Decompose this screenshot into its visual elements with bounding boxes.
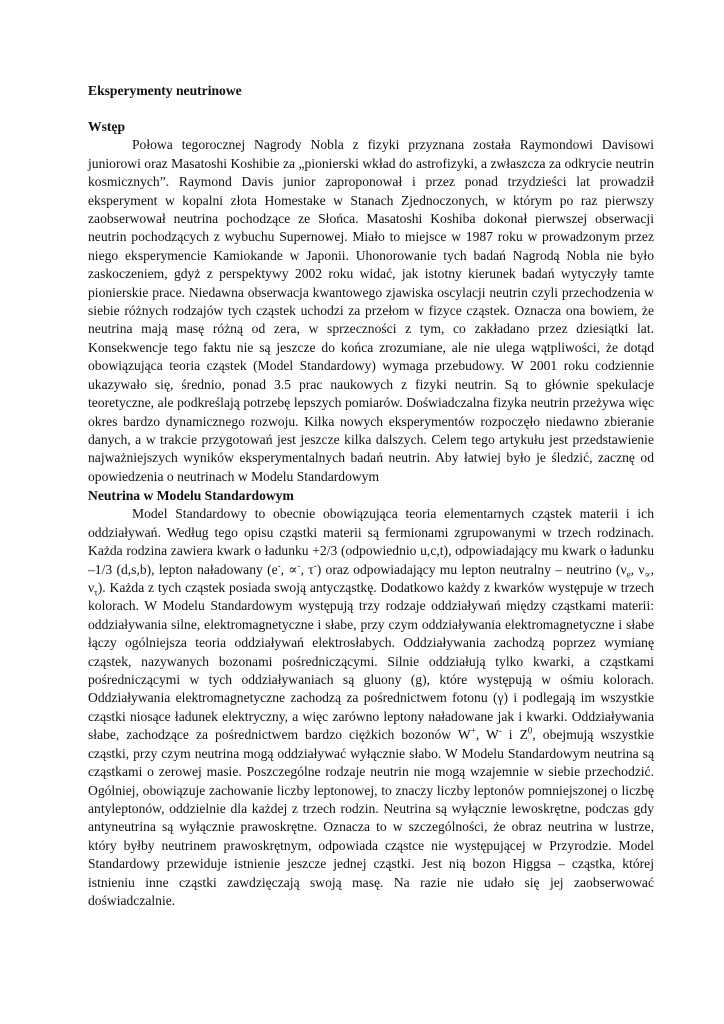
subscript: e: [626, 569, 631, 580]
text-run: , ∝: [280, 561, 298, 577]
superscript: 0: [527, 725, 533, 736]
section-heading: Neutrina w Modelu Standardowym: [88, 488, 294, 503]
superscript: -: [277, 560, 281, 571]
section-paragraph: Połowa tegorocznej Nagrody Nobla z fizyki przyznana została Raymondowi Davisowi juniorowi oraz Masatoshi Koshibie za „pionierski wkład do astrofizyki, a zwłaszcza za odkrycie neutrin kosmicznych”. Raymond Davis junior zaproponował i przez ponad trzydzieści lat prowadził eksperyment w kopalni złota Homestake w Stanach Zjednoczonych, w którym po raz pierwszy zaobserwował neutrina pochodzące ze Słońca. Masatoshi Koshiba dokonał pierwszej obserwacji neutrin pochodzących z wybuchu Supernowej. Miało to miejsce w 1987 roku w prowadzonym przez niego eksperymencie Kamiokande w Japonii. Uhonorowanie tych badań Nagrodą Nobla nie było zaskoczeniem, gdyż z perspektywy 2002 roku widać, jak istotny kierunek badań wytyczyły tamte pionierskie prace. Niedawna obserwacja kwantowego zjawiska oscylacji neutrin czyli przechodzenia w siebie różnych rodzajów tych cząstek uchodzi za przełom w fizyce cząstek. Oznacza ona bowiem, że neutrina mają masę różną od zera, w sprzeczności z tym, co zakładano przez dziesiątki lat. Konsekwencje tego faktu nie są jeszcze do końca zrozumiane, ale nie ulega wątpliwości, że dotąd obowiązująca teoria cząstek (Model Standardowy) wymaga przebudowy. W 2001 roku codziennie ukazywało się, średnio, ponad 3.5 prac naukowych z fizyki neutrin. Są to głównie spekulacje teoretyczne, ale podkreślają potrzebę lepszych pomiarów. Doświadczalna fizyka neutrin przeżywa więc okres bardzo dynamicznego rozwoju. Kilka nowych eksperymentów rozpoczęło niedawno zbieranie danych, a w trakcie przygotowań jest jeszcze kilka dalszych. Celem tego artykułu jest przedstawienie najważniejszych wyników eksperymentalnych badań neutrin. Aby łatwiej było je śledzić, zacznę od opowiedzenia o neutrinach w Modelu Standardowym: [88, 137, 654, 484]
section-standard-model: [88, 487, 654, 910]
superscript: -: [297, 560, 301, 571]
section-paragraph: [88, 505, 654, 910]
text-run: i Z: [501, 727, 528, 743]
subscript: ∝: [644, 569, 651, 580]
text-run: , ν: [88, 561, 654, 596]
text-run: , τ: [300, 561, 314, 577]
section-heading: Wstęp: [88, 119, 126, 134]
subscript: τ: [94, 587, 98, 598]
text-run: ). Każda z tych cząstek posiada swoją antycząstkę. Dodatkowo każdy z kwarków występuje w trzech kolorach. W Modelu Standardowym występują trzy rodzaje oddziaływań między cząstkami materii: oddziaływania silne, elektromagnetyczne i słabe, przy czym oddziaływania elektromagnetyczne i słabe łączy ogólniejsza teoria oddziaływań elektrosłabych. Oddziaływania zachodzą poprzez wymianę cząstek, nazywanych bozonami pośredniczącymi. Silnie oddziałują tylko kwarki, a cząstkami pośredniczącymi w tych oddziaływaniach są gluony (g), które występują w ośmiu kolorach. Oddziaływania elektromagnetyczne zachodzą za pośrednictwem fotonu (γ) i podlegają im wszystkie cząstki niosące ładunek elektryczny, a więc zarówno leptony naładowane jak i kwarki. Oddziaływania słabe, zachodzące za pośrednictwem bardzo ciężkich bozonów W: [88, 580, 654, 743]
superscript: +: [470, 725, 476, 736]
section-introduction: [88, 118, 654, 486]
superscript: -: [498, 725, 502, 736]
text-run: , ν: [630, 561, 645, 577]
document-title: Eksperymenty neutrinowe: [88, 83, 242, 98]
text-run: ) oraz odpowiadający mu lepton neutralny – neutrino (ν: [316, 561, 627, 577]
superscript: -: [313, 560, 317, 571]
text-run: , W: [475, 727, 499, 743]
text-run: , obejmują wszystkie cząstki, przy czym neutrina mogą oddziaływać wyłącznie słabo. W Modelu Standardowym neutrina są cząstkami o zerowej masie. Poszczególne rodzaje neutrin nie mogą wzajemnie w siebie przechodzić. Ogólniej, obowiązuje zachowanie liczby leptonowej, to znaczy liczby leptonów pomniejszonej o liczbę antyleptonów, oddzielnie dla każdej z trzech rodzin. Neutrina są wyłącznie lewoskrętne, podczas gdy antyneutrina są wyłącznie prawoskrętne. Oznacza to w szczególności, że obraz neutrina w lustrze, który byłby neutrinem prawoskrętnym, odpowiada cząstce nie występującej w Przyrodzie. Model Standardowy przewiduje istnienie jeszcze jednej cząstki. Jest nią bozon Higgsa – cząstka, której istnieniu inne cząstki zawdzięczają swoją masę. Na razie nie udało się jej zaobserwować doświadczalnie.: [88, 727, 654, 908]
text-run: Model Standardowy to obecnie obowiązująca teoria elementarnych cząstek materii i ich oddziaływań. Według tego opisu cząstki materii są fermionami zgrupowanymi w trzech rodzinach. Każda rodzina zawiera kwark o ładunku +2/3 (odpowiednio u,c,t), odpowiadający mu kwark o ładunku –1/3 (d,s,b), lepton naładowany (e: [88, 506, 654, 577]
